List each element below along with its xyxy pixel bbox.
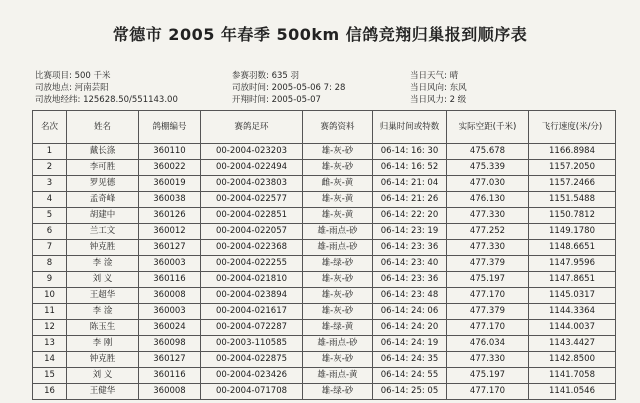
- cell-speed: 1141.0546: [529, 384, 616, 400]
- table-header-row: [33, 111, 616, 144]
- cell-arrival: 06-14: 23: 19: [373, 224, 447, 240]
- cell-speed: 1150.7812: [529, 208, 616, 224]
- cell-speed: 1149.1780: [529, 224, 616, 240]
- cell-distance: 475.197: [447, 368, 529, 384]
- table-row: [33, 272, 616, 288]
- cell-loft: 360024: [139, 320, 201, 336]
- cell-loft: 360012: [139, 224, 201, 240]
- cell-rank: 9: [33, 272, 67, 288]
- header-loft-number: 鸽棚编号: [139, 111, 201, 144]
- cell-speed: 1166.8984: [529, 144, 616, 160]
- cell-loft: 360127: [139, 352, 201, 368]
- cell-arrival: 06-14: 22: 20: [373, 208, 447, 224]
- cell-arrival: 06-14: 23: 36: [373, 240, 447, 256]
- table-row: [33, 176, 616, 192]
- cell-info: 雄-灰-砂: [303, 288, 373, 304]
- cell-info: 雄-雨点-砂: [303, 240, 373, 256]
- cell-distance: 477.330: [447, 240, 529, 256]
- cell-ring: 00-2004-021617: [201, 304, 303, 320]
- cell-rank: 12: [33, 320, 67, 336]
- cell-name: 孟奇峰: [67, 192, 139, 208]
- wind-direction: 当日风向: 东风: [410, 83, 467, 93]
- cell-distance: 475.339: [447, 160, 529, 176]
- results-table: [32, 110, 616, 400]
- cell-info: 雄-雨点-砂: [303, 224, 373, 240]
- cell-distance: 477.330: [447, 352, 529, 368]
- table-row: [33, 336, 616, 352]
- cell-distance: 477.252: [447, 224, 529, 240]
- page-title: 常德市 2005 年春季 500km 信鸽竞翔归巢报到顺序表: [112, 25, 528, 44]
- table-row: [33, 304, 616, 320]
- race-item: 比赛项目: 500 千米: [35, 71, 111, 81]
- table-row: [33, 384, 616, 400]
- cell-info: 雄-绿-砂: [303, 256, 373, 272]
- table-row: [33, 160, 616, 176]
- cell-name: 李 淦: [67, 304, 139, 320]
- cell-arrival: 06-14: 21: 04: [373, 176, 447, 192]
- cell-arrival: 06-14: 23: 36: [373, 272, 447, 288]
- cell-info: 雄-灰-砂: [303, 160, 373, 176]
- header-ring-number: 赛鸽足环: [201, 111, 303, 144]
- table-row: [33, 192, 616, 208]
- header-arrival-time: 归巢时间或特数: [373, 111, 447, 144]
- cell-rank: 5: [33, 208, 67, 224]
- cell-info: 雄-灰-砂: [303, 272, 373, 288]
- cell-speed: 1145.0317: [529, 288, 616, 304]
- cell-name: 钟克胜: [67, 240, 139, 256]
- table-row: [33, 352, 616, 368]
- cell-info: 雄-灰-黄: [303, 208, 373, 224]
- cell-arrival: 06-14: 24: 35: [373, 352, 447, 368]
- cell-loft: 360003: [139, 256, 201, 272]
- cell-distance: 477.379: [447, 304, 529, 320]
- cell-distance: 477.170: [447, 384, 529, 400]
- cell-ring: 00-2004-022851: [201, 208, 303, 224]
- cell-rank: 2: [33, 160, 67, 176]
- cell-arrival: 06-14: 24: 55: [373, 368, 447, 384]
- cell-arrival: 06-14: 21: 26: [373, 192, 447, 208]
- cell-rank: 16: [33, 384, 67, 400]
- cell-rank: 10: [33, 288, 67, 304]
- cell-name: 王健华: [67, 384, 139, 400]
- cell-distance: 476.130: [447, 192, 529, 208]
- cell-arrival: 06-14: 24: 06: [373, 304, 447, 320]
- cell-arrival: 06-14: 23: 48: [373, 288, 447, 304]
- cell-ring: 00-2004-023803: [201, 176, 303, 192]
- header-name: 姓名: [67, 111, 139, 144]
- cell-arrival: 06-14: 16: 30: [373, 144, 447, 160]
- cell-loft: 360110: [139, 144, 201, 160]
- release-time: 司放时间: 2005-05-06 7: 28: [232, 83, 346, 93]
- cell-speed: 1142.8500: [529, 352, 616, 368]
- cell-name: 李 淦: [67, 256, 139, 272]
- cell-arrival: 06-14: 23: 40: [373, 256, 447, 272]
- cell-distance: 477.379: [447, 256, 529, 272]
- info-left-block: [35, 70, 178, 106]
- cell-rank: 14: [33, 352, 67, 368]
- header-rank: 名次: [33, 111, 67, 144]
- cell-distance: 475.197: [447, 272, 529, 288]
- table-row: [33, 224, 616, 240]
- cell-info: 雌-灰-黄: [303, 176, 373, 192]
- cell-speed: 1144.3364: [529, 304, 616, 320]
- cell-arrival: 06-14: 24: 20: [373, 320, 447, 336]
- cell-arrival: 06-14: 16: 52: [373, 160, 447, 176]
- cell-ring: 00-2004-022494: [201, 160, 303, 176]
- cell-rank: 15: [33, 368, 67, 384]
- cell-rank: 8: [33, 256, 67, 272]
- cell-loft: 360127: [139, 240, 201, 256]
- cell-info: 雄-灰-砂: [303, 144, 373, 160]
- header-pigeon-info: 赛鸽资料: [303, 111, 373, 144]
- cell-loft: 360008: [139, 288, 201, 304]
- cell-name: 钟克胜: [67, 352, 139, 368]
- cell-speed: 1157.2050: [529, 160, 616, 176]
- cell-ring: 00-2004-022577: [201, 192, 303, 208]
- cell-speed: 1157.2466: [529, 176, 616, 192]
- cell-ring: 00-2004-023426: [201, 368, 303, 384]
- table-row: [33, 320, 616, 336]
- cell-ring: 00-2004-022368: [201, 240, 303, 256]
- cell-loft: 360098: [139, 336, 201, 352]
- cell-info: 雄-灰-砂: [303, 304, 373, 320]
- cell-loft: 360022: [139, 160, 201, 176]
- cell-ring: 00-2004-023894: [201, 288, 303, 304]
- cell-name: 刘 义: [67, 368, 139, 384]
- table-row: [33, 144, 616, 160]
- cell-ring: 00-2004-072287: [201, 320, 303, 336]
- cell-info: 雄-雨点-砂: [303, 336, 373, 352]
- cell-rank: 1: [33, 144, 67, 160]
- cell-distance: 477.030: [447, 176, 529, 192]
- entry-count: 参赛羽数: 635 羽: [232, 71, 299, 81]
- cell-rank: 6: [33, 224, 67, 240]
- cell-loft: 360019: [139, 176, 201, 192]
- cell-speed: 1147.8651: [529, 272, 616, 288]
- cell-rank: 4: [33, 192, 67, 208]
- info-mid-block: [232, 70, 345, 106]
- cell-arrival: 06-14: 25: 05: [373, 384, 447, 400]
- cell-speed: 1148.6651: [529, 240, 616, 256]
- cell-rank: 7: [33, 240, 67, 256]
- cell-name: 罗见德: [67, 176, 139, 192]
- cell-ring: 00-2004-022875: [201, 352, 303, 368]
- cell-name: 李 刚: [67, 336, 139, 352]
- cell-loft: 360008: [139, 384, 201, 400]
- cell-ring: 00-2003-110585: [201, 336, 303, 352]
- header-speed: 飞行速度(米/分): [529, 111, 616, 144]
- cell-name: 刘 义: [67, 272, 139, 288]
- table-row: [33, 208, 616, 224]
- table-row: [33, 368, 616, 384]
- cell-name: 胡建中: [67, 208, 139, 224]
- cell-distance: 477.330: [447, 208, 529, 224]
- open-time: 开翔时间: 2005-05-07: [232, 95, 321, 105]
- cell-info: 雄-雨点-黄: [303, 368, 373, 384]
- cell-loft: 360116: [139, 272, 201, 288]
- cell-speed: 1143.4427: [529, 336, 616, 352]
- cell-speed: 1151.5488: [529, 192, 616, 208]
- info-right-block: [410, 70, 467, 106]
- cell-info: 雄-绿-砂: [303, 384, 373, 400]
- weather: 当日天气: 晴: [410, 71, 459, 81]
- wind-force: 当日风力: 2 级: [410, 95, 467, 105]
- cell-loft: 360003: [139, 304, 201, 320]
- cell-distance: 475.678: [447, 144, 529, 160]
- cell-info: 雄-灰-黄: [303, 192, 373, 208]
- cell-name: 王超华: [67, 288, 139, 304]
- cell-ring: 00-2004-021810: [201, 272, 303, 288]
- cell-ring: 00-2004-023203: [201, 144, 303, 160]
- release-coordinates: 司放地经纬: 125628.50/551143.00: [35, 95, 178, 105]
- cell-name: 兰工文: [67, 224, 139, 240]
- cell-rank: 11: [33, 304, 67, 320]
- cell-ring: 00-2004-022057: [201, 224, 303, 240]
- cell-name: 陈玉生: [67, 320, 139, 336]
- cell-loft: 360038: [139, 192, 201, 208]
- header-distance: 实际空距(千米): [447, 111, 529, 144]
- cell-distance: 477.170: [447, 320, 529, 336]
- cell-ring: 00-2004-071708: [201, 384, 303, 400]
- table-row: [33, 288, 616, 304]
- cell-speed: 1147.9596: [529, 256, 616, 272]
- cell-arrival: 06-14: 24: 19: [373, 336, 447, 352]
- cell-name: 戴长涤: [67, 144, 139, 160]
- cell-speed: 1144.0037: [529, 320, 616, 336]
- release-location: 司放地点: 河南芸阳: [35, 83, 109, 93]
- cell-loft: 360116: [139, 368, 201, 384]
- table-row: [33, 240, 616, 256]
- cell-ring: 00-2004-022255: [201, 256, 303, 272]
- cell-rank: 13: [33, 336, 67, 352]
- cell-rank: 3: [33, 176, 67, 192]
- cell-distance: 476.034: [447, 336, 529, 352]
- cell-info: 雄-绿-黄: [303, 320, 373, 336]
- cell-distance: 477.170: [447, 288, 529, 304]
- cell-speed: 1141.7058: [529, 368, 616, 384]
- cell-info: 雄-灰-砂: [303, 352, 373, 368]
- cell-loft: 360126: [139, 208, 201, 224]
- table-row: [33, 256, 616, 272]
- cell-name: 李可胜: [67, 160, 139, 176]
